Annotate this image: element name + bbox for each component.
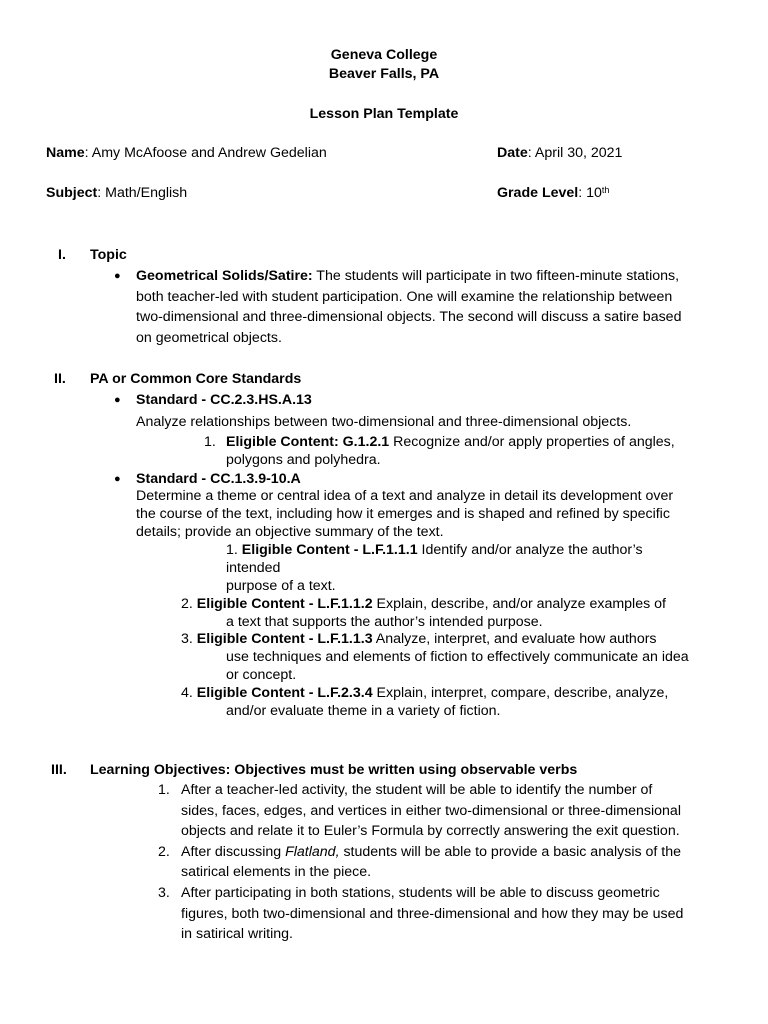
topic-line-4: on geometrical objects. xyxy=(136,330,282,346)
eligible-lf112-label: Eligible Content - L.F.1.1.2 xyxy=(196,596,373,612)
subject-label: Subject xyxy=(46,185,98,201)
eligible-lf113-line-3: or concept. xyxy=(226,667,297,683)
date-row xyxy=(497,144,622,162)
topic-bullet-label: Geometrical Solids/Satire: xyxy=(136,268,313,284)
objective-2-line-2: satirical elements in the piece. xyxy=(181,864,372,880)
section-3-numeral: III. xyxy=(51,762,67,778)
college-location: Beaver Falls, PA xyxy=(328,66,440,82)
bullet-icon: ● xyxy=(114,473,121,485)
eligible-g121-number: 1. xyxy=(204,434,216,450)
objective-3-line-1: After participating in both stations, students will be able to discuss geometric xyxy=(181,885,660,901)
standard-2-desc-line-1: Determine a theme or central idea of a text and analyze in detail its development over xyxy=(136,488,674,504)
bullet-icon: ● xyxy=(114,394,121,406)
eligible-lf111-number: 1. xyxy=(226,542,238,558)
standard-2-desc-line-3: details; provide an objective summary of the text. xyxy=(136,524,444,540)
document-title: Lesson Plan Template xyxy=(309,106,459,122)
bullet-icon: ● xyxy=(114,270,121,282)
eligible-lf113-line-1: 3. Eligible Content - L.F.1.1.3 Analyze, interpret, and evaluate how authors xyxy=(181,631,657,647)
section-1-heading: Topic xyxy=(90,247,127,263)
topic-line-3: two-dimensional and three-dimensional objects. The second will discuss a satire based xyxy=(136,309,682,325)
section-2-heading: PA or Common Core Standards xyxy=(90,371,302,387)
eligible-lf112-line-2: a text that supports the author’s intended purpose. xyxy=(226,614,543,630)
eligible-lf234-label: Eligible Content - L.F.2.3.4 xyxy=(196,685,373,701)
objective-1-line-1: After a teacher-led activity, the student will be able to identify the number of xyxy=(181,782,653,798)
eligible-lf111-label: Eligible Content - L.F.1.1.1 xyxy=(241,542,418,558)
eligible-lf111-line-2: intended xyxy=(226,560,281,576)
eligible-lf234-line-1: 4. Eligible Content - L.F.2.3.4 Explain, interpret, compare, describe, analyze, xyxy=(181,685,669,701)
standard-2-label: Standard - CC.1.3.9-10.A xyxy=(136,471,301,487)
grade-label: Grade Level xyxy=(497,185,579,201)
eligible-lf113-number: 3. xyxy=(181,631,193,647)
college-name: Geneva College xyxy=(330,47,438,63)
grade-row xyxy=(497,184,609,202)
subject-row xyxy=(46,184,187,202)
objective-3-line-3: in satirical writing. xyxy=(181,926,293,942)
objective-3-line-2: figures, both two-dimensional and three-dimensional and how they may be used xyxy=(181,906,684,922)
objective-2-number: 2. xyxy=(158,844,170,860)
section-3-heading: Learning Objectives: Objectives must be written using observable verbs xyxy=(90,762,578,778)
objective-3-number: 3. xyxy=(158,885,170,901)
eligible-lf113-line-2: use techniques and elements of fiction to effectively communicate an idea xyxy=(226,649,689,665)
eligible-g121-label: Eligible Content: G.1.2.1 xyxy=(226,434,390,450)
name-value: : Amy McAfoose and Andrew Gedelian xyxy=(84,145,327,161)
flatland-title: Flatland, xyxy=(285,844,340,860)
objective-1-line-3: objects and relate it to Euler’s Formula by correctly answering the exit question. xyxy=(181,823,680,839)
eligible-lf112-line-1: 2. Eligible Content - L.F.1.1.2 Explain, describe, and/or analyze examples of xyxy=(181,596,666,612)
eligible-lf111-line-1: 1. Eligible Content - L.F.1.1.1 Identify and/or analyze the author’s xyxy=(226,542,643,558)
eligible-lf113-label: Eligible Content - L.F.1.1.3 xyxy=(196,631,373,647)
date-label: Date xyxy=(497,145,528,161)
name-row xyxy=(46,144,327,162)
standard-1-description: Analyze relationships between two-dimensional and three-dimensional objects. xyxy=(136,414,632,430)
eligible-lf111-line-3: purpose of a text. xyxy=(226,578,336,594)
section-1-numeral: I. xyxy=(58,247,66,263)
date-value: : April 30, 2021 xyxy=(527,145,623,161)
section-2-numeral: II. xyxy=(54,371,66,387)
subject-value: : Math/English xyxy=(97,185,188,201)
objective-2-line-1: After discussing Flatland, students will be able to provide a basic analysis of the xyxy=(181,844,681,860)
name-label: Name xyxy=(46,145,85,161)
objective-1-number: 1. xyxy=(158,782,170,798)
objective-1-line-2: sides, faces, edges, and vertices in either two-dimensional or three-dimensional xyxy=(181,803,681,819)
standard-1-label: Standard - CC.2.3.HS.A.13 xyxy=(136,392,312,408)
grade-value: : 10 xyxy=(578,185,602,201)
eligible-g121-line-1: Eligible Content: G.1.2.1 Recognize and/or apply properties of angles, xyxy=(226,434,675,450)
eligible-g121-line-2: polygons and polyhedra. xyxy=(226,452,381,468)
topic-bullet-line-1: Geometrical Solids/Satire: The students will participate in two fifteen-minute stations, xyxy=(136,268,680,284)
eligible-lf234-number: 4. xyxy=(181,685,193,701)
topic-line-2: both teacher-led with student participation. One will examine the relationship between xyxy=(136,289,673,305)
grade-superscript: th xyxy=(601,185,610,195)
standard-2-desc-line-2: the course of the text, including how it emerges and is shaped and refined by specific xyxy=(136,506,670,522)
eligible-lf112-number: 2. xyxy=(181,596,193,612)
eligible-lf234-line-2: and/or evaluate theme in a variety of fiction. xyxy=(226,703,501,719)
